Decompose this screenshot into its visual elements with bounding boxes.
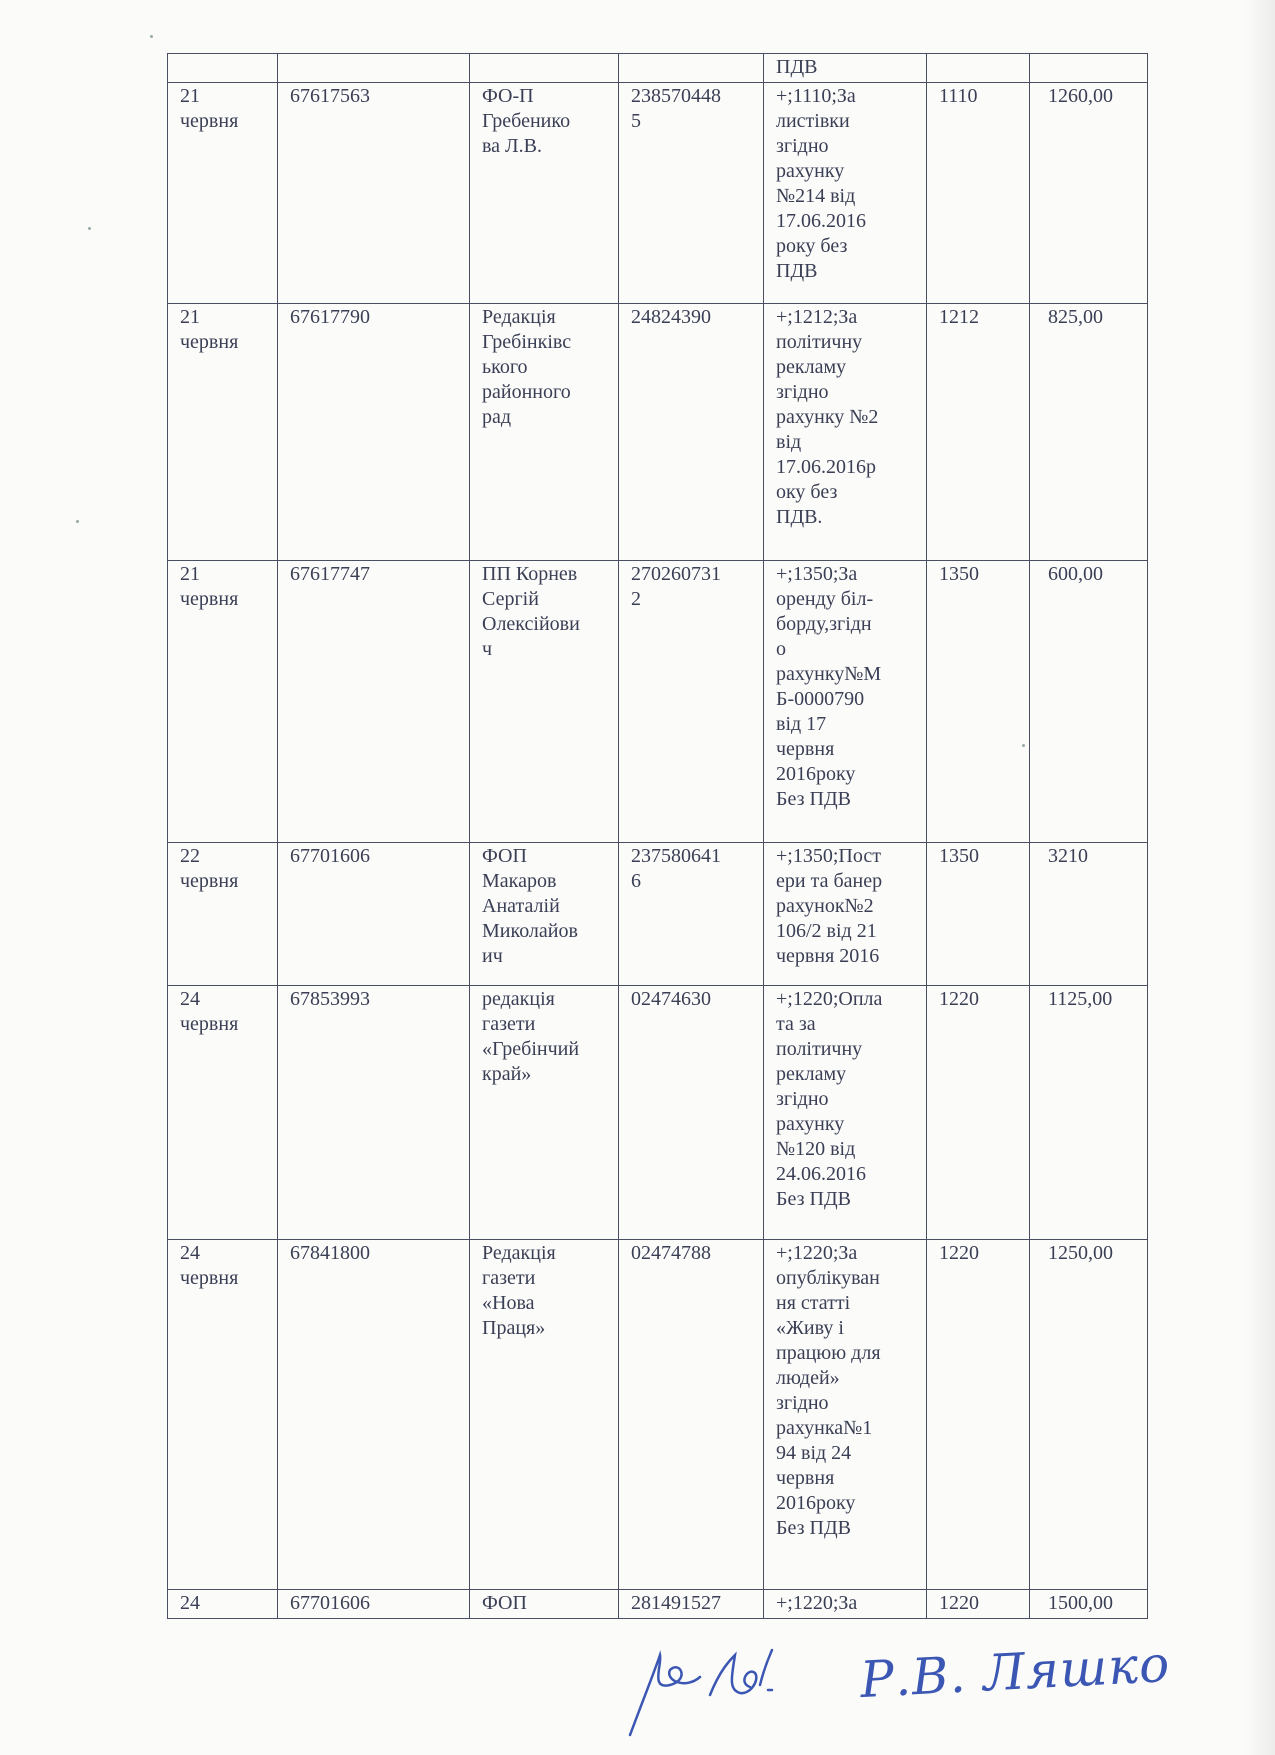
table-row [168, 1590, 1148, 1619]
date-cell: 24 червня [168, 1240, 278, 1590]
kekv-cell [927, 54, 1030, 83]
page-edge-shadow [1245, 0, 1275, 1755]
date-cell: 21 червня [168, 83, 278, 304]
kekv-cell: 1220 [927, 986, 1030, 1240]
payee-cell: ФОП [470, 1590, 619, 1619]
payee-cell: Редакція Гребінківс ького районного рад [470, 304, 619, 561]
date-cell: 24 червня [168, 986, 278, 1240]
payee-cell: Редакція газети «Нова Праця» [470, 1240, 619, 1590]
signatory-name: Р.В. Ляшко [858, 1634, 1172, 1710]
payee-code-cell: 24824390 [619, 304, 764, 561]
payee-code-cell [619, 54, 764, 83]
document-number-cell: 67853993 [278, 986, 470, 1240]
kekv-cell: 1350 [927, 561, 1030, 843]
payee-code-cell: 02474788 [619, 1240, 764, 1590]
table-row [168, 304, 1148, 561]
signature-scribble [610, 1635, 860, 1745]
payee-code-cell: 281491527 [619, 1590, 764, 1619]
amount-cell: 600,00 [1030, 561, 1148, 843]
payment-purpose-cell: ПДВ [764, 54, 927, 83]
payment-purpose-cell: +;1110;За листівки згідно рахунку №214 від 17.06.2016 року без ПДВ [764, 83, 927, 304]
handwritten-signature [610, 1634, 1172, 1745]
payment-purpose-cell: +;1350;Пост ери та банер рахунок№2 106/2 від 21 червня 2016 [764, 843, 927, 986]
payment-purpose-cell: +;1220;Опла та за політичну рекламу згідно рахунку №120 від 24.06.2016 Без ПДВ [764, 986, 927, 1240]
payee-cell: ПП Корнев Сергій Олексійови ч [470, 561, 619, 843]
document-number-cell: 67701606 [278, 1590, 470, 1619]
payee-code-cell: 237580641 6 [619, 843, 764, 986]
amount-cell: 3210 [1030, 843, 1148, 986]
kekv-cell: 1110 [927, 83, 1030, 304]
payee-cell [470, 54, 619, 83]
kekv-cell: 1212 [927, 304, 1030, 561]
table-row [168, 54, 1148, 83]
document-number-cell: 67617563 [278, 83, 470, 304]
scan-speck [150, 35, 153, 38]
document-number-cell: 67617747 [278, 561, 470, 843]
payee-cell: ФО-П Гребенико ва Л.В. [470, 83, 619, 304]
date-cell [168, 54, 278, 83]
amount-cell: 1500,00 [1030, 1590, 1148, 1619]
kekv-cell: 1220 [927, 1240, 1030, 1590]
table-row [168, 986, 1148, 1240]
amount-cell: 1125,00 [1030, 986, 1148, 1240]
table-row [168, 1240, 1148, 1590]
payment-purpose-cell: +;1220;За опублікуван ня статті «Живу і працюю для людей» згідно рахунка№1 94 від 24 червня 2016року Без ПДВ [764, 1240, 927, 1590]
amount-cell: 1260,00 [1030, 83, 1148, 304]
payee-cell: ФОП Макаров Анаталій Миколайов ич [470, 843, 619, 986]
payment-purpose-cell: +;1220;За [764, 1590, 927, 1619]
payee-code-cell: 270260731 2 [619, 561, 764, 843]
amount-cell: 1250,00 [1030, 1240, 1148, 1590]
payee-code-cell: 02474630 [619, 986, 764, 1240]
table-row [168, 843, 1148, 986]
payment-purpose-cell: +;1350;За оренду біл- борду,згідн о рахунку№М Б-0000790 від 17 червня 2016року Без ПДВ [764, 561, 927, 843]
date-cell: 22 червня [168, 843, 278, 986]
table-row [168, 83, 1148, 304]
payee-cell: редакція газети «Гребінчий край» [470, 986, 619, 1240]
document-number-cell: 67617790 [278, 304, 470, 561]
amount-cell: 825,00 [1030, 304, 1148, 561]
date-cell: 21 червня [168, 304, 278, 561]
payee-code-cell: 238570448 5 [619, 83, 764, 304]
kekv-cell: 1220 [927, 1590, 1030, 1619]
table-row [168, 561, 1148, 843]
scan-speck [1022, 744, 1025, 747]
date-cell: 24 [168, 1590, 278, 1619]
amount-cell [1030, 54, 1148, 83]
transactions-table [167, 53, 1148, 1619]
scan-speck [76, 520, 79, 523]
scan-speck [88, 227, 91, 230]
date-cell: 21 червня [168, 561, 278, 843]
payment-purpose-cell: +;1212;За політичну рекламу згідно рахунку №2 від 17.06.2016р оку без ПДВ. [764, 304, 927, 561]
document-number-cell: 67701606 [278, 843, 470, 986]
kekv-cell: 1350 [927, 843, 1030, 986]
document-number-cell: 67841800 [278, 1240, 470, 1590]
document-number-cell [278, 54, 470, 83]
